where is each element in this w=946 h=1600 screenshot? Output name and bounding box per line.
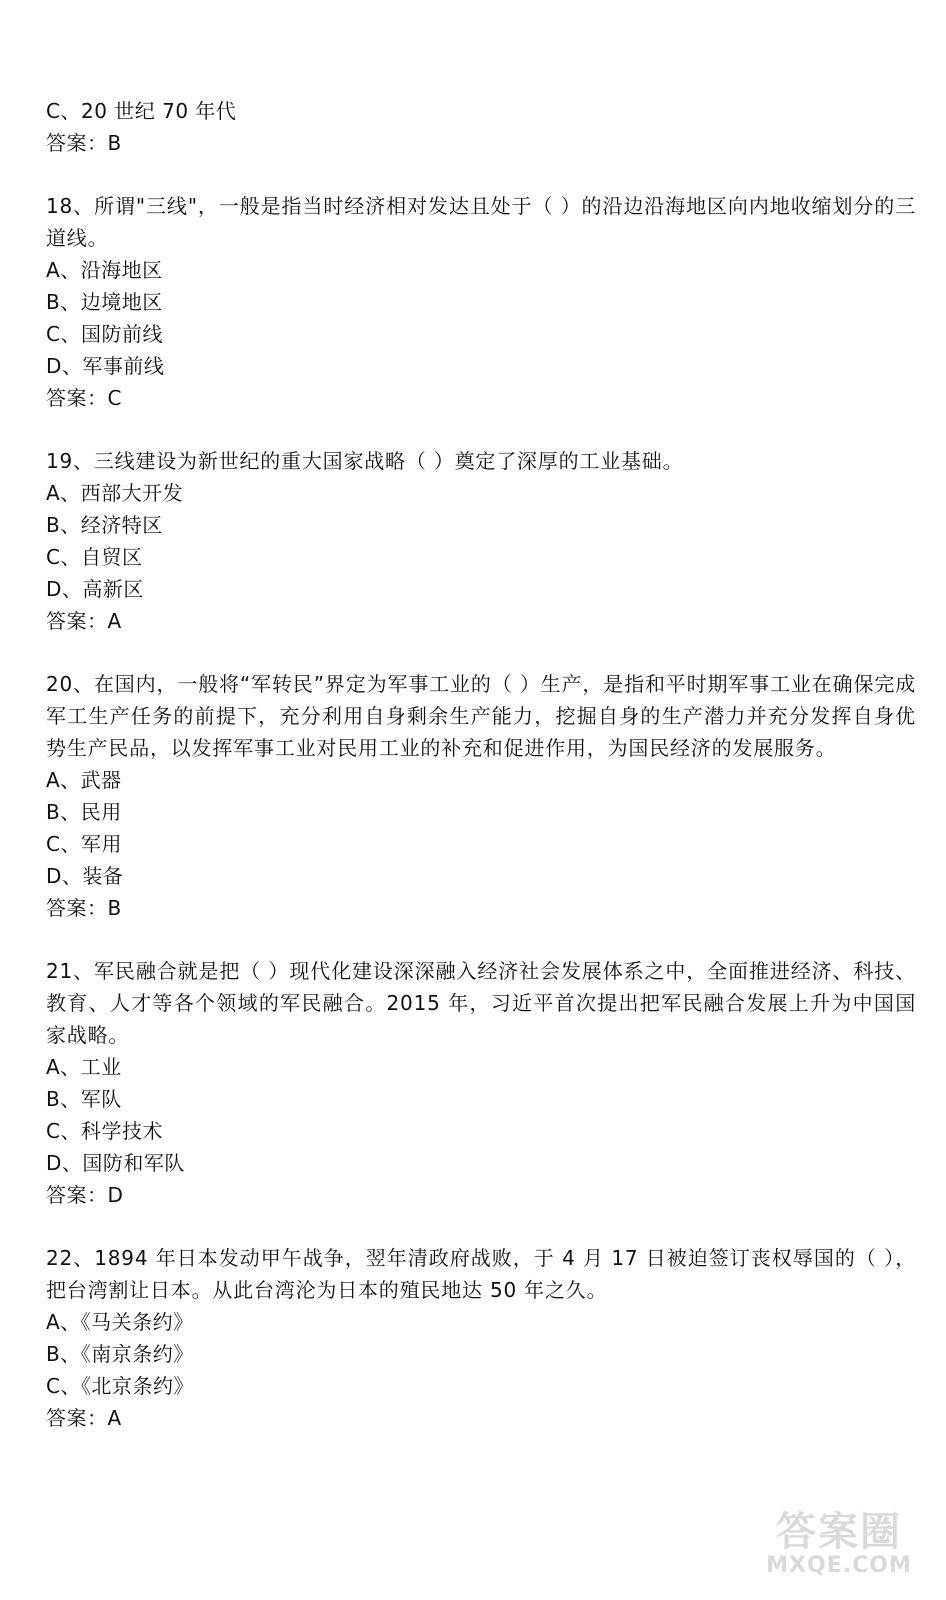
question-text: 19、三线建设为新世纪的重大国家战略（ ）奠定了深厚的工业基础。 xyxy=(46,449,684,473)
option-b: B、《南京条约》 xyxy=(46,1342,194,1366)
option-c: C、国防前线 xyxy=(46,322,163,346)
option-b: B、民用 xyxy=(46,800,122,824)
option-a: A、《马关条约》 xyxy=(46,1310,194,1334)
option-c: C、军用 xyxy=(46,832,122,856)
option-b: B、经济特区 xyxy=(46,513,163,537)
watermark-domain: MXQE.COM xyxy=(766,1553,912,1578)
option-b: B、边境地区 xyxy=(46,290,163,314)
option-d: D、军事前线 xyxy=(46,354,165,378)
document-page xyxy=(46,95,916,1434)
option-a: A、武器 xyxy=(46,768,122,792)
option-d: D、高新区 xyxy=(46,577,144,601)
watermark-logo xyxy=(754,1510,924,1582)
watermark-title: 答案圈 xyxy=(776,1509,902,1555)
option-a: A、西部大开发 xyxy=(46,481,184,505)
question-22 xyxy=(46,1242,916,1434)
answer-line: 答案：A xyxy=(46,1406,122,1430)
answer-line: 答案：C xyxy=(46,386,122,410)
question-text: 22、1894 年日本发动甲午战争，翌年清政府战败，于 4 月 17 日被迫签订丧权辱国的（ ），把台湾割让日本。从此台湾沦为日本的殖民地达 50 年之久。 xyxy=(46,1246,916,1302)
option-c: C、自贸区 xyxy=(46,545,143,569)
question-text: 21、军民融合就是把（ ）现代化建设深深融入经济社会发展体系之中，全面推进经济、科技、教育、人才等各个领域的军民融合。2015 年，习近平首次提出把军民融合发展上升为中国国家战略。 xyxy=(46,959,916,1047)
option-a: A、沿海地区 xyxy=(46,258,163,282)
option-c: C、《北京条约》 xyxy=(46,1374,194,1398)
answer-line: 答案：B xyxy=(46,131,122,155)
question-text: 20、在国内，一般将“军转民”界定为军事工业的（ ）生产，是指和平时期军事工业在确保完成军工生产任务的前提下，充分利用自身剩余生产能力，挖掘自身的生产潜力并充分发挥自身优势生产民品，以发挥军事工业对民用工业的补充和促进作用，为国民经济的发展服务。 xyxy=(46,672,916,760)
option-a: A、工业 xyxy=(46,1055,122,1079)
option-c: C、科学技术 xyxy=(46,1119,163,1143)
answer-line: 答案：D xyxy=(46,1183,124,1207)
question-21 xyxy=(46,955,916,1211)
answer-line: 答案：B xyxy=(46,896,122,920)
question-20 xyxy=(46,668,916,924)
answer-line: 答案：A xyxy=(46,609,122,633)
option-d: D、装备 xyxy=(46,864,124,888)
option-b: B、军队 xyxy=(46,1087,122,1111)
previous-question-tail xyxy=(46,95,916,159)
option-d: D、国防和军队 xyxy=(46,1151,185,1175)
question-19 xyxy=(46,445,916,637)
question-text: 18、所谓"三线"，一般是指当时经济相对发达且处于（ ）的沿边沿海地区向内地收缩划分的三道线。 xyxy=(46,194,916,250)
question-18 xyxy=(46,190,916,414)
option-c: C、20 世纪 70 年代 xyxy=(46,99,237,123)
